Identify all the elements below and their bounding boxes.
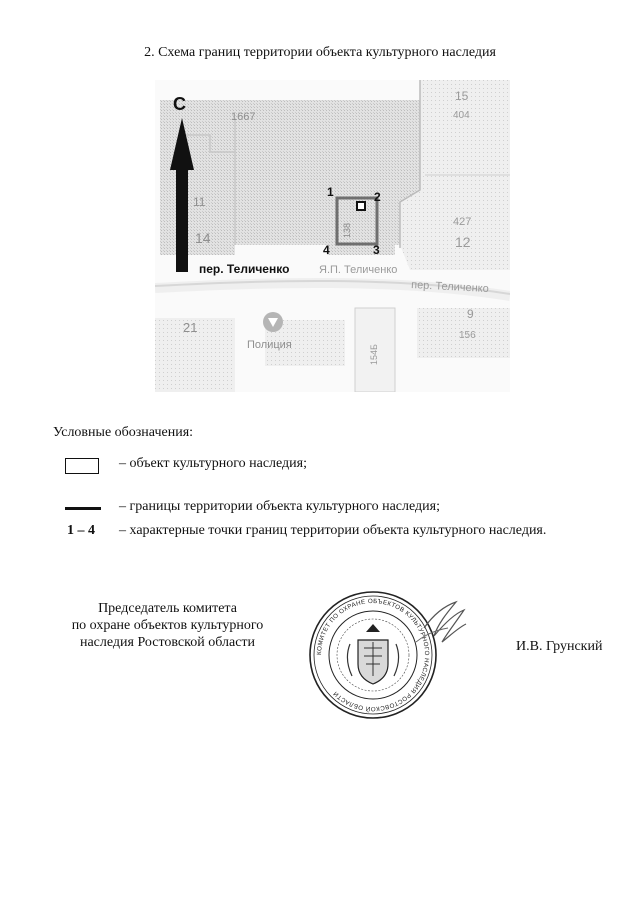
parcel-number: 21	[183, 320, 198, 335]
point-label-1: 1	[327, 185, 334, 199]
official-seal-icon	[306, 584, 486, 739]
legend-text: – объект культурного наследия;	[119, 456, 307, 471]
parcel-number: 14	[195, 230, 211, 246]
parcel-number: 154Б	[369, 344, 379, 365]
parcel-number: 15	[455, 89, 469, 103]
parcel-number: 11	[193, 195, 206, 209]
legend-text: – границы территории объекта культурного наследия;	[119, 499, 440, 514]
north-label: С	[173, 94, 186, 114]
point-label-4: 4	[323, 243, 330, 257]
signatory-position-line: по охране объектов культурного	[71, 618, 264, 633]
object-marker	[357, 202, 365, 210]
crown-icon	[366, 624, 380, 632]
parcel-number: 156	[459, 330, 476, 341]
seal-text: КОМИТЕТ ПО ОХРАНЕ ОБЪЕКТОВ КУЛЬТУРНОГО НАСЛЕДИЯ РОСТОВСКОЙ ОБЛАСТИ	[315, 597, 431, 713]
signatory-position-line: Председатель комитета	[98, 601, 237, 616]
legend-symbol	[53, 456, 123, 476]
seal-svg	[306, 584, 486, 734]
legend-text: – характерные точки границ территории объекта культурного наследия.	[119, 523, 547, 538]
map-svg	[155, 80, 510, 392]
parcel-number: 12	[455, 234, 471, 250]
signatory-position	[40, 600, 295, 651]
poi-label: Полиция	[247, 339, 292, 351]
handwritten-signature	[424, 602, 466, 642]
street-label-map: пер. Теличенко	[410, 279, 490, 296]
parcel-number: 404	[453, 110, 470, 121]
point-label-3: 3	[373, 243, 380, 257]
page-title: 2. Схема границ территории объекта культурного наследия	[144, 45, 496, 60]
point-label-2: 2	[374, 190, 381, 204]
parcel-number: 427	[453, 216, 472, 228]
point-range-label: 1 – 4	[67, 523, 95, 538]
signatory-position-line: наследия Ростовской области	[79, 635, 256, 650]
legend-symbol	[53, 499, 123, 519]
rectangle-outline-icon	[65, 458, 99, 474]
signatory-name: И.В. Грунский	[516, 639, 603, 654]
address-label: Я.П. Теличенко	[319, 264, 398, 276]
legend-heading: Условные обозначения:	[53, 425, 194, 440]
legend-symbol	[53, 523, 123, 543]
parcel-number: 1667	[231, 111, 256, 123]
parcel-number: 138	[342, 222, 352, 238]
street-label: пер. Теличенко	[199, 262, 290, 276]
parcel-number: 9	[467, 307, 474, 321]
boundary-map	[155, 80, 510, 392]
thick-line-icon	[65, 507, 101, 510]
